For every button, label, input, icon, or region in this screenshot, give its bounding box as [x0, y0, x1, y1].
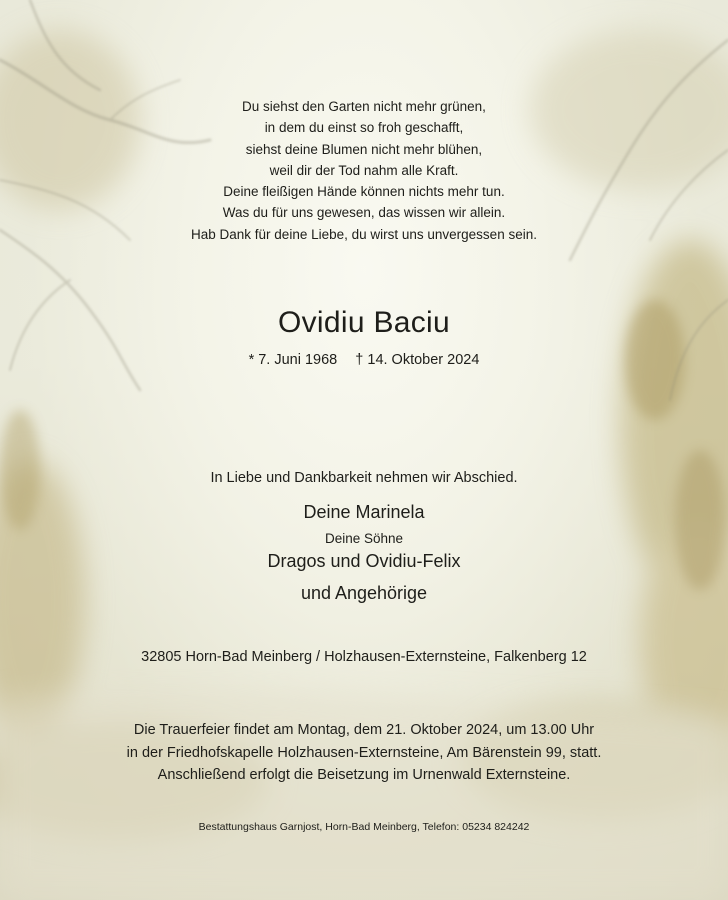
- family-relatives: und Angehörige: [300, 583, 428, 603]
- funeral-service-info: [0, 719, 728, 787]
- family-address: 32805 Horn-Bad Meinberg / Holzhausen-Externsteine, Falkenberg 12: [141, 649, 587, 665]
- funeral-home-footer: Bestattungshaus Garnjost, Horn-Bad Meinberg, Telefon: 05234 824242: [198, 821, 530, 833]
- family-sons-label: Deine Söhne: [324, 531, 404, 546]
- memorial-poem: [0, 96, 728, 245]
- poem-line: Deine fleißigen Hände können nichts mehr tun.: [223, 184, 505, 200]
- life-dates: [0, 352, 728, 368]
- farewell-line: In Liebe und Dankbarkeit nehmen wir Abschied.: [210, 470, 518, 486]
- deceased-name: Ovidiu Baciu: [277, 306, 450, 339]
- poem-line: weil dir der Tod nahm alle Kraft.: [269, 162, 459, 178]
- family-sons: Dragos und Ovidiu-Felix: [267, 551, 461, 571]
- poem-line: in dem du einst so froh geschafft,: [264, 120, 464, 136]
- poem-line: Was du für uns gewesen, das wissen wir allein.: [222, 205, 506, 221]
- service-line: in der Friedhofskapelle Holzhausen-Externsteine, Am Bärenstein 99, statt.: [126, 744, 602, 761]
- birth-date: * 7. Juni 1968: [248, 352, 338, 368]
- family-spouse: Deine Marinela: [303, 502, 425, 522]
- death-date: † 14. Oktober 2024: [355, 352, 480, 368]
- service-line: Anschließend erfolgt die Beisetzung im Urnenwald Externsteine.: [157, 767, 571, 783]
- poem-line: Du siehst den Garten nicht mehr grünen,: [242, 99, 486, 114]
- poem-line: Hab Dank für deine Liebe, du wirst uns unvergessen sein.: [191, 226, 537, 242]
- poem-line: siehst deine Blumen nicht mehr blühen,: [245, 141, 483, 157]
- service-line: Die Trauerfeier findet am Montag, dem 21. Oktober 2024, um 13.00 Uhr: [133, 722, 595, 738]
